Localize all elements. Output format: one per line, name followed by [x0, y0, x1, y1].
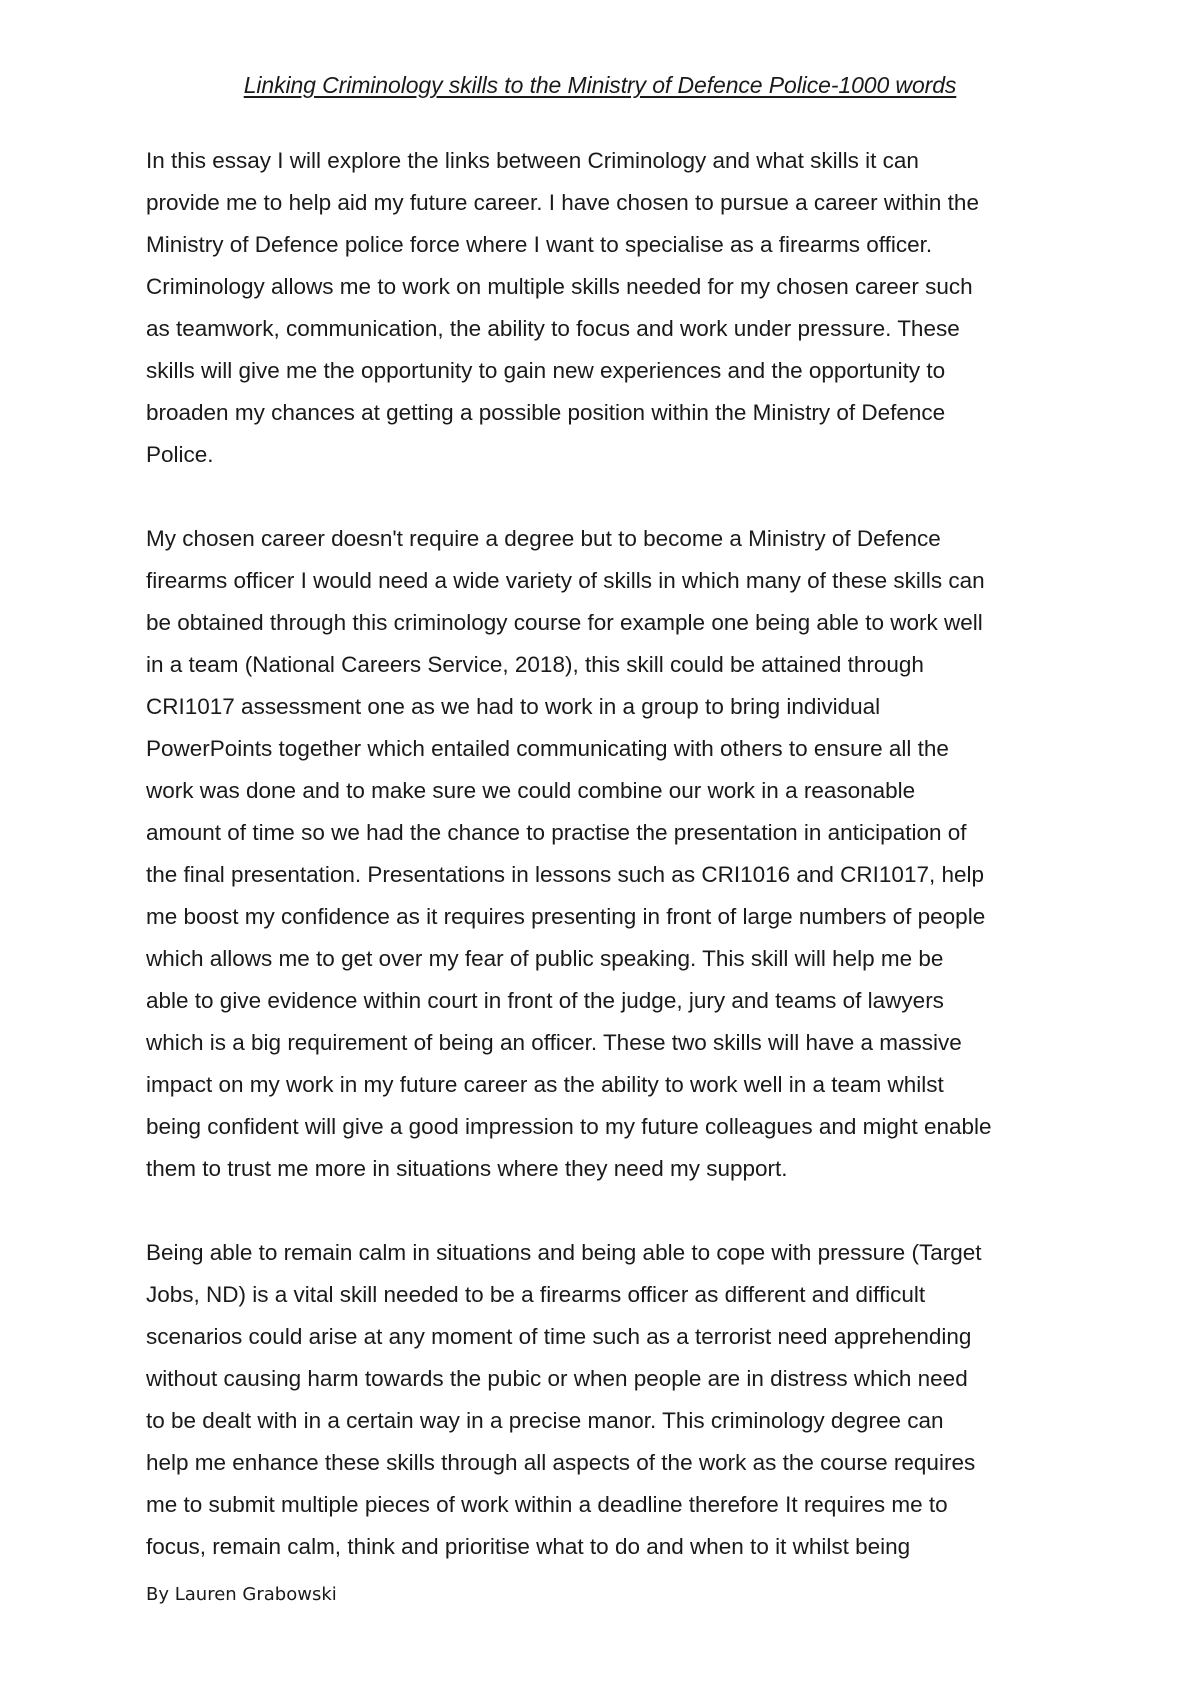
text-line: without causing harm towards the pubic or when people are in distress which need	[146, 1366, 968, 1391]
text-line: broaden my chances at getting a possible position within the Ministry of Defence	[146, 400, 946, 425]
text-line: Police.	[146, 442, 214, 467]
text-line: CRI1017 assessment one as we had to work in a group to bring individual	[146, 694, 881, 719]
text-line: the final presentation. Presentations in lessons such as CRI1016 and CRI1017, help	[146, 862, 985, 887]
paragraph-intro	[146, 140, 1076, 476]
text-line: Being able to remain calm in situations and being able to cope with pressure (Target	[146, 1240, 982, 1265]
text-line: them to trust me more in situations where they need my support.	[146, 1156, 788, 1181]
text-line: able to give evidence within court in front of the judge, jury and teams of lawyers	[146, 988, 944, 1013]
text-line: which is a big requirement of being an officer. These two skills will have a massive	[146, 1030, 962, 1055]
text-line: focus, remain calm, think and prioritise what to do and when to it whilst being	[146, 1534, 911, 1559]
text-line: amount of time so we had the chance to practise the presentation in anticipation of	[146, 820, 967, 845]
text-line: PowerPoints together which entailed communicating with others to ensure all the	[146, 736, 949, 761]
text-line: help me enhance these skills through all aspects of the work as the course requires	[146, 1450, 976, 1475]
paragraph-teamwork	[146, 518, 1076, 1190]
text-line: impact on my work in my future career as the ability to work well in a team whilst	[146, 1072, 944, 1097]
text-line: work was done and to make sure we could combine our work in a reasonable	[146, 778, 916, 803]
text-line: be obtained through this criminology course for example one being able to work well	[146, 610, 983, 635]
document-title: Linking Criminology skills to the Ministry of Defence Police-1000 words	[243, 72, 957, 98]
text-line: Criminology allows me to work on multiple skills needed for my chosen career such	[146, 274, 973, 299]
text-line: In this essay I will explore the links between Criminology and what skills it can	[146, 148, 919, 173]
text-line: Jobs, ND) is a vital skill needed to be a firearms officer as different and difficult	[146, 1282, 926, 1307]
paragraph-pressure	[146, 1232, 1076, 1568]
document-body	[146, 140, 1076, 1610]
author-footer: By Lauren Grabowski	[146, 1584, 337, 1605]
text-line: skills will give me the opportunity to gain new experiences and the opportunity to	[146, 358, 946, 383]
text-line: My chosen career doesn't require a degree but to become a Ministry of Defence	[146, 526, 941, 551]
text-line: me to submit multiple pieces of work within a deadline therefore It requires me to	[146, 1492, 948, 1517]
text-line: provide me to help aid my future career. I have chosen to pursue a career within the	[146, 190, 979, 215]
text-line: Ministry of Defence police force where I want to specialise as a firearms officer.	[146, 232, 933, 257]
text-line: me boost my confidence as it requires presenting in front of large numbers of people	[146, 904, 986, 929]
text-line: in a team (National Careers Service, 2018), this skill could be attained through	[146, 652, 924, 677]
text-line: which allows me to get over my fear of public speaking. This skill will help me be	[146, 946, 944, 971]
text-line: firearms officer I would need a wide variety of skills in which many of these skills can	[146, 568, 985, 593]
text-line: as teamwork, communication, the ability to focus and work under pressure. These	[146, 316, 960, 341]
text-line: scenarios could arise at any moment of time such as a terrorist need apprehending	[146, 1324, 972, 1349]
text-line: being confident will give a good impression to my future colleagues and might enable	[146, 1114, 992, 1139]
text-line: to be dealt with in a certain way in a precise manor. This criminology degree can	[146, 1408, 944, 1433]
